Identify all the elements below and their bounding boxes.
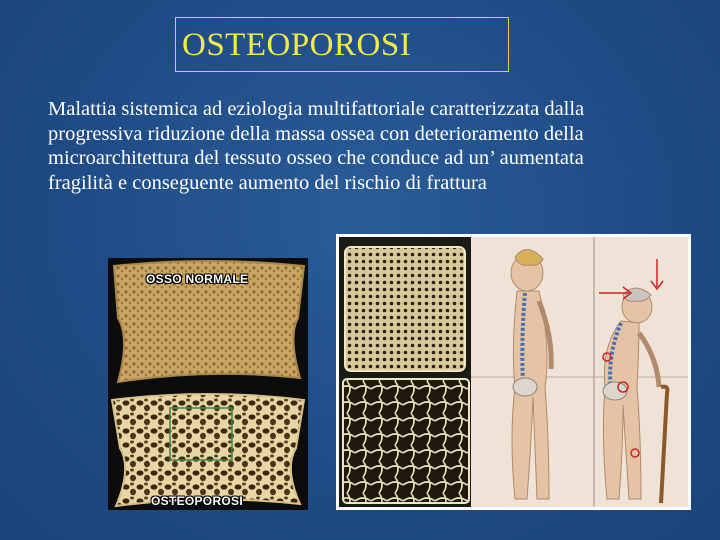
posture-illustration-photo — [336, 234, 691, 510]
vertebra-comparison-image — [108, 258, 308, 510]
label-osteoporosis: OSTEOPOROSI — [151, 494, 243, 508]
posture-illustration-image — [339, 237, 688, 507]
slide-description: Malattia sistemica ad eziologia multifattoriale caratterizzata dalla progressiva riduzione della massa ossea con deterioramento della microarchitettura del tessuto osseo che conduce ad un’ aumentata fragilità e conseguente aumento del rischio di frattura — [48, 98, 585, 194]
slide-title: OSTEOPOROSI — [175, 17, 509, 72]
vertebra-comparison-photo — [108, 258, 308, 510]
label-normal-bone: OSSO NORMALE — [146, 272, 249, 286]
